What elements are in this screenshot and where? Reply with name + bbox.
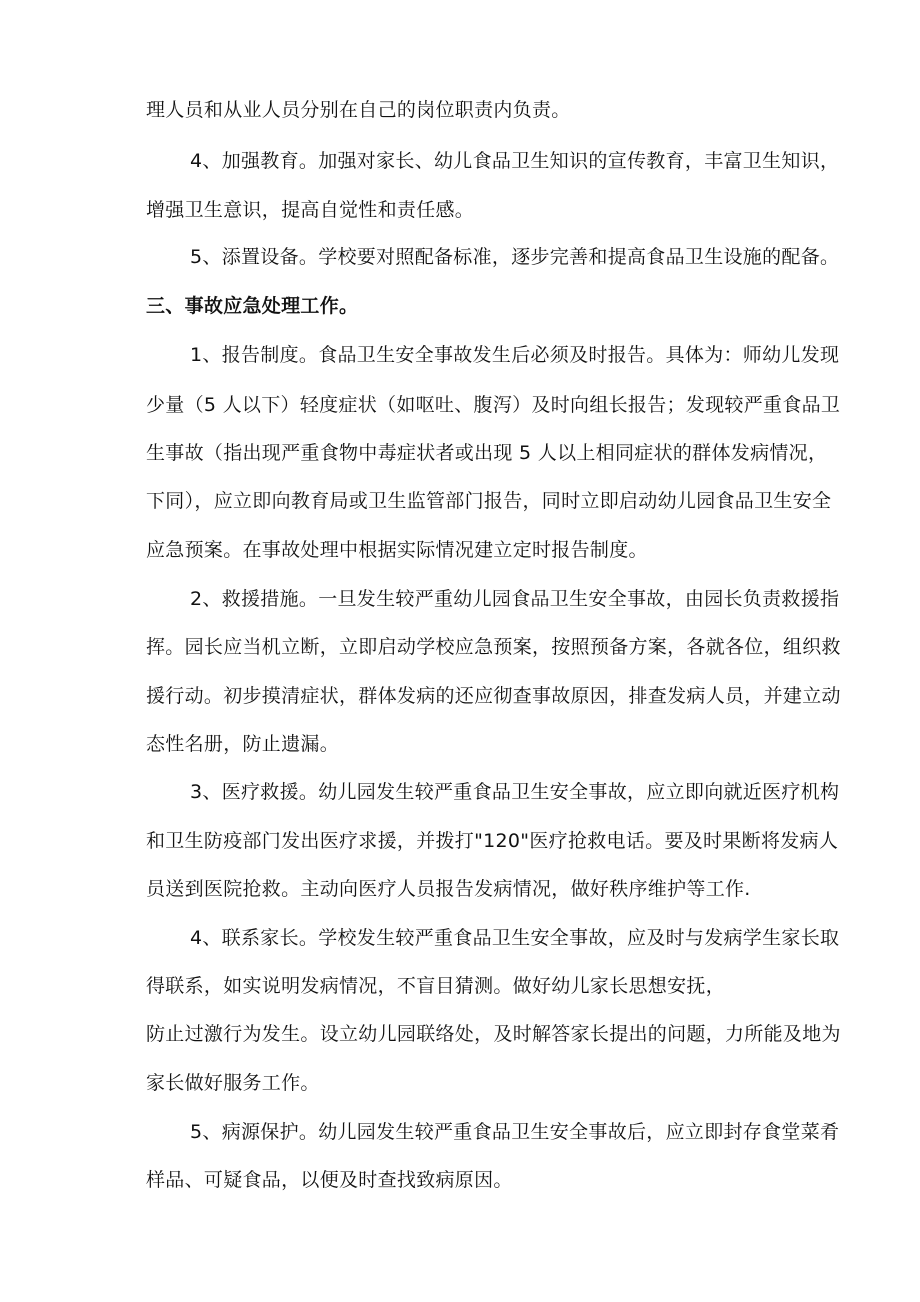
text-line: 5、添置设备。学校要对照配备标准，逐步完善和提高食品卫生设施的配备。 — [190, 246, 840, 268]
text-line: 增强卫生意识，提高自觉性和责任感。 — [146, 199, 475, 221]
text-line: 挥。园长应当机立断，立即启动学校应急预案，按照预备方案，各就各位，组织救 — [146, 636, 841, 658]
text-line: 3、医疗救援。幼儿园发生较严重食品卫生安全事故，应立即向就近医疗机构 — [190, 781, 840, 803]
text-line: 2、救援措施。一旦发生较严重幼儿园食品卫生安全事故，由园长负责救援指 — [190, 588, 840, 610]
text-line: 理人员和从业人员分别在自己的岗位职责内负责。 — [146, 99, 571, 121]
section-heading: 三、事故应急处理工作。 — [146, 295, 359, 317]
text-line: 和卫生防疫部门发出医疗求援，并拨打"120"医疗抢救电话。要及时果断将发病人 — [146, 830, 839, 852]
text-line: 防止过激行为发生。设立幼儿园联络处，及时解答家长提出的问题，力所能及地为 — [146, 1023, 841, 1045]
text-line: 员送到医院抢救。主动向医疗人员报告发病情况，做好秩序维护等工作. — [146, 878, 751, 900]
text-line: 样品、可疑食品，以便及时查找致病原因。 — [146, 1169, 513, 1191]
text-line: 1、报告制度。食品卫生安全事故发生后必须及时报告。具体为：师幼儿发现 — [190, 344, 840, 366]
text-line: 应急预案。在事故处理中根据实际情况建立定时报告制度。 — [146, 539, 648, 561]
text-line: 少量（5 人以下）轻度症状（如呕吐、腹泻）及时向组长报告；发现较严重食品卫 — [146, 394, 841, 416]
text-line: 援行动。初步摸清症状，群体发病的还应彻查事故原因，排查发病人员，并建立动 — [146, 685, 841, 707]
text-line: 4、联系家长。学校发生较严重食品卫生安全事故，应及时与发病学生家长取 — [190, 927, 840, 949]
text-line: 4、加强教育。加强对家长、幼儿食品卫生知识的宣传教育，丰富卫生知识， — [190, 150, 840, 172]
text-line: 态性名册，防止遗漏。 — [146, 733, 340, 755]
text-line: 家长做好服务工作。 — [146, 1072, 320, 1094]
text-line: 得联系，如实说明发病情况，不盲目猜测。做好幼儿家长思想安抚， — [146, 975, 726, 997]
text-line: 下同），应立即向教育局或卫生监管部门报告，同时立即启动幼儿园食品卫生安全 — [146, 490, 832, 512]
text-line: 生事故（指出现严重食物中毒症状者或出现 5 人以上相同症状的群体发病情况， — [146, 442, 828, 464]
text-line: 5、病源保护。幼儿园发生较严重食品卫生安全事故后，应立即封存食堂菜肴 — [190, 1121, 840, 1143]
